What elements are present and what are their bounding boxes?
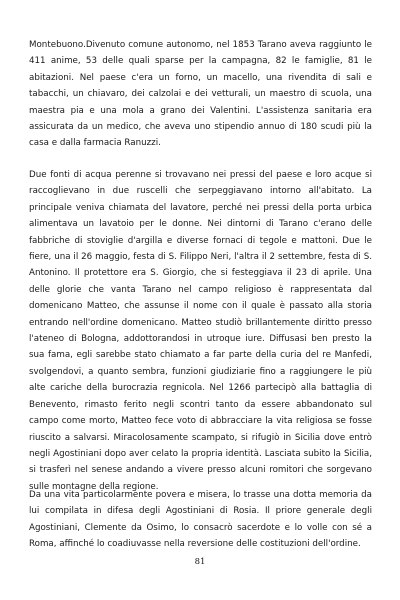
page-number: 81	[194, 557, 206, 567]
body-paragraph-3: Da una vita particolarmente povera e misera, lo trasse una dotta memoria da lui compilata in difesa degli Agostiniani di Rosia. Il priore generale degli Agostiniani, Clemente da Osimo, lo consacrò sacerdote e lo volle con sé a Roma, affinché lo coadiuvasse nella reversione delle costituzioni dell'ordine.	[29, 490, 372, 550]
body-paragraph-2: Due fonti di acqua perenne si trovavano nei pressi del paese e loro acque si raccoglievano in due ruscelli che serpeggiavano intorno all'abitato. La principale veniva chiamata del lavatore, perché nei pressi della porta urbica alimentava un lavatoio per le donne. Nei dintorni di Tarano c'erano delle fabbriche di stoviglie d'argilla e diverse fornaci di tegole e mattoni. Due le fiere, una il 26 maggio, festa di S. Filippo Neri, l'altra il 2 settembre, festa di S. Antonino. Il protettore era S. Giorgio, che si festeggiava il 23 di aprile. Una delle glorie che vanta Tarano nel campo religioso è rappresentata dal domenicano Matteo, che assunse il nome con il quale è passato alla storia entrando nell'ordine domenicano. Matteo studiò brillantemente diritto presso l'ateneo di Bologna, addottorandosi in utroque iure. Diffusasi ben presto la sua fama, egli sarebbe stato chiamato a far parte della curia del re Manfedi, svolgendovi, a quanto sembra, funzioni giudiziarie fino a raggiungere le più alte cariche della burocrazia regnicola. Nel 1266 partecipò alla battaglia di Benevento, rimasto ferito negli scontri tanto da essere abbandonato sul campo come morto, Matteo fece voto di abbracciare la vita religiosa se fosse riuscito a salvarsi. Miracolosamente scampato, si rifugiò in Sicilia dove entrò negli Agostiniani dopo aver celato la propria identità. Lasciata subito la Sicilia, si trasferì nel senese andando a vivere presso alcuni romitori che sorgevano sulle montagne della regione.	[29, 170, 372, 492]
body-paragraph-1: Montebuono.Divenuto comune autonomo, nel 1853 Tarano aveva raggiunto le 411 anime, 53 delle quali sparse per la campagna, 82 le famiglie, 81 le abitazioni. Nel paese c'era un forno, un macello, una rivendita di sali e tabacchi, un chiavaro, dei calzolai e dei vetturali, un maestro di scuola, una maestra pia e una mola a grano dei Valentini. L'assistenza sanitaria era assicurata da un medico, che aveva uno stipendio annuo di 180 scudi più la casa e dalla farmacia Ranuzzi.	[29, 40, 372, 149]
